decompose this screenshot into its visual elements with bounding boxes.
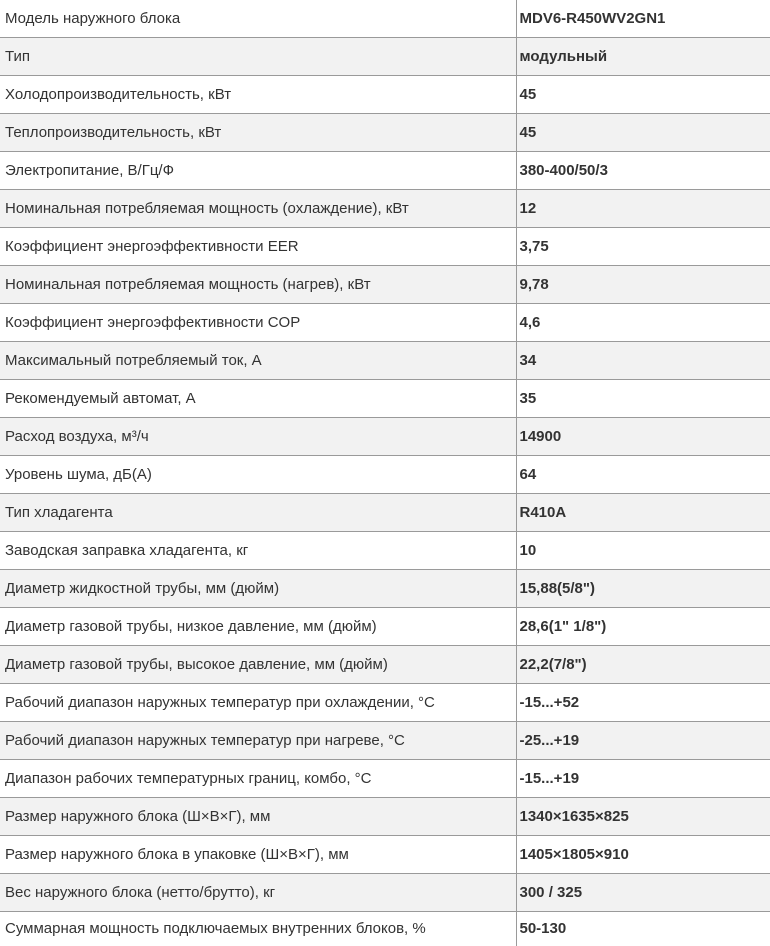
table-row	[0, 417, 770, 455]
spec-label: Диаметр газовой трубы, высокое давление, мм (дюйм)	[0, 645, 516, 683]
table-row	[0, 455, 770, 493]
spec-label: Диаметр газовой трубы, низкое давление, мм (дюйм)	[0, 607, 516, 645]
spec-value: 3,75	[516, 227, 770, 265]
table-row	[0, 113, 770, 151]
table-row	[0, 797, 770, 835]
spec-value: 45	[516, 113, 770, 151]
spec-value: -25...+19	[516, 721, 770, 759]
table-row	[0, 0, 770, 37]
spec-value: 9,78	[516, 265, 770, 303]
spec-value: 380-400/50/3	[516, 151, 770, 189]
spec-value: 10	[516, 531, 770, 569]
spec-value: R410A	[516, 493, 770, 531]
table-row	[0, 189, 770, 227]
spec-label: Диаметр жидкостной трубы, мм (дюйм)	[0, 569, 516, 607]
spec-label: Рекомендуемый автомат, А	[0, 379, 516, 417]
spec-label: Заводская заправка хладагента, кг	[0, 531, 516, 569]
spec-value: MDV6-R450WV2GN1	[516, 0, 770, 37]
spec-value: 1405×1805×910	[516, 835, 770, 873]
spec-label: Расход воздуха, м³/ч	[0, 417, 516, 455]
spec-label: Уровень шума, дБ(А)	[0, 455, 516, 493]
spec-value: 64	[516, 455, 770, 493]
spec-label: Модель наружного блока	[0, 0, 516, 37]
table-row	[0, 341, 770, 379]
spec-value: модульный	[516, 37, 770, 75]
table-row	[0, 531, 770, 569]
spec-value: -15...+52	[516, 683, 770, 721]
spec-value: 15,88(5/8")	[516, 569, 770, 607]
spec-label: Суммарная мощность подключаемых внутренних блоков, %	[0, 911, 516, 946]
table-row	[0, 683, 770, 721]
spec-label: Вес наружного блока (нетто/брутто), кг	[0, 873, 516, 911]
spec-label: Тип	[0, 37, 516, 75]
spec-value: 22,2(7/8")	[516, 645, 770, 683]
spec-label: Теплопроизводительность, кВт	[0, 113, 516, 151]
spec-value: -15...+19	[516, 759, 770, 797]
spec-label: Номинальная потребляемая мощность (нагрев), кВт	[0, 265, 516, 303]
spec-value: 1340×1635×825	[516, 797, 770, 835]
spec-value: 50-130	[516, 911, 770, 946]
spec-label: Рабочий диапазон наружных температур при охлаждении, °С	[0, 683, 516, 721]
table-row	[0, 37, 770, 75]
spec-label: Размер наружного блока (Ш×В×Г), мм	[0, 797, 516, 835]
table-row	[0, 493, 770, 531]
spec-label: Холодопроизводительность, кВт	[0, 75, 516, 113]
spec-label: Электропитание, В/Гц/Ф	[0, 151, 516, 189]
spec-label: Коэффициент энергоэффективности COP	[0, 303, 516, 341]
spec-label: Размер наружного блока в упаковке (Ш×В×Г), мм	[0, 835, 516, 873]
spec-label: Рабочий диапазон наружных температур при нагреве, °С	[0, 721, 516, 759]
table-row	[0, 835, 770, 873]
table-row	[0, 379, 770, 417]
spec-label: Коэффициент энергоэффективности EER	[0, 227, 516, 265]
spec-value: 4,6	[516, 303, 770, 341]
spec-value: 35	[516, 379, 770, 417]
table-row	[0, 873, 770, 911]
table-row	[0, 911, 770, 946]
table-row	[0, 227, 770, 265]
spec-label: Тип хладагента	[0, 493, 516, 531]
spec-value: 12	[516, 189, 770, 227]
spec-value: 300 / 325	[516, 873, 770, 911]
table-row	[0, 265, 770, 303]
table-row	[0, 721, 770, 759]
table-row	[0, 759, 770, 797]
table-row	[0, 569, 770, 607]
spec-value: 34	[516, 341, 770, 379]
table-row	[0, 645, 770, 683]
spec-value: 14900	[516, 417, 770, 455]
table-row	[0, 303, 770, 341]
table-row	[0, 151, 770, 189]
spec-value: 45	[516, 75, 770, 113]
table-row	[0, 607, 770, 645]
spec-label: Диапазон рабочих температурных границ, комбо, °С	[0, 759, 516, 797]
table-row	[0, 75, 770, 113]
spec-label: Номинальная потребляемая мощность (охлаждение), кВт	[0, 189, 516, 227]
spec-label: Максимальный потребляемый ток, А	[0, 341, 516, 379]
spec-value: 28,6(1" 1/8")	[516, 607, 770, 645]
